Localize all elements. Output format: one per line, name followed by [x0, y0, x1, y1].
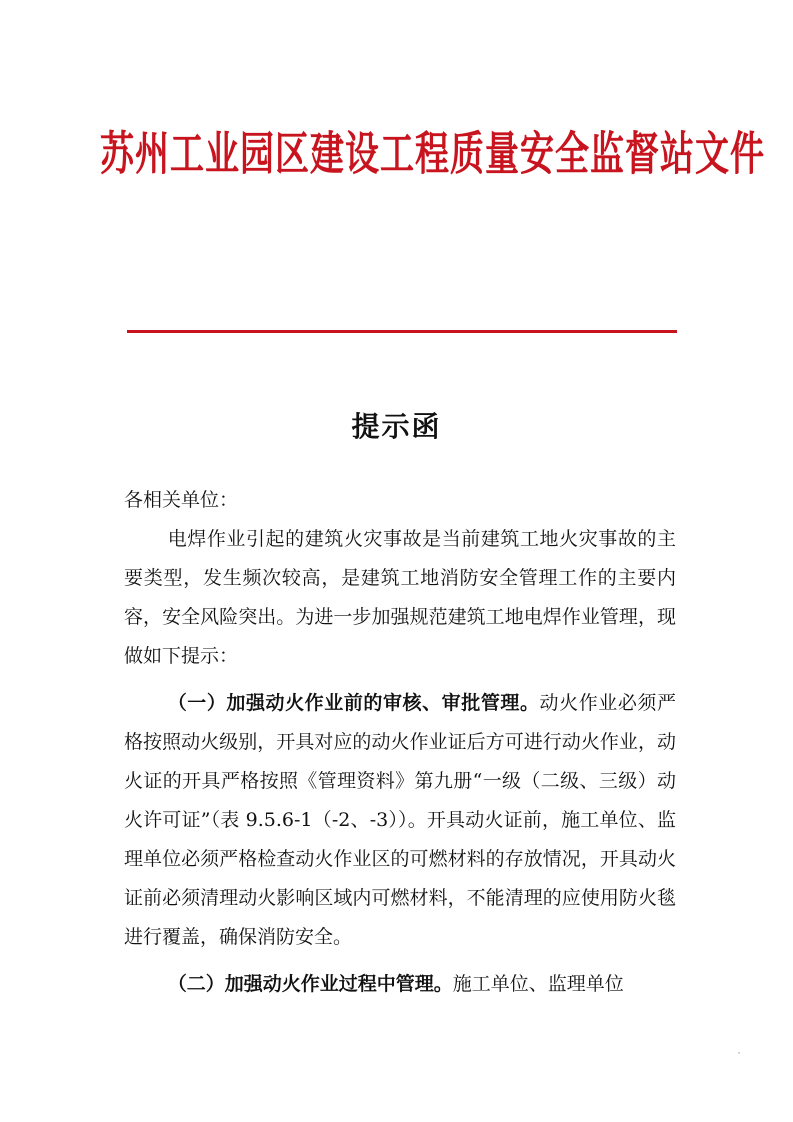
- document-title: 提示函: [351, 410, 442, 443]
- item-1-heading: （一）加强动火作业前的审核、审批管理。: [167, 692, 540, 714]
- item-1-paragraph: [124, 684, 676, 957]
- item-2-text: 施工单位、监理单位: [452, 973, 624, 995]
- header-red-rule: [127, 330, 677, 333]
- item-2-paragraph: [124, 965, 676, 1004]
- document-body: [124, 481, 676, 1004]
- salutation: 各相关单位：: [124, 489, 239, 511]
- scan-speck: [738, 1052, 740, 1054]
- intro-paragraph: 电焊作业引起的建筑火灾事故是当前建筑工地火灾事故的主要类型，发生频次较高，是建筑工地消防安全管理工作的主要内容，安全风险突出。为进一步加强规范建筑工地电焊作业管理，现做如下提示：: [124, 528, 676, 667]
- document-header-org-name: 苏州工业园区建设工程质量安全监督站文件: [100, 127, 765, 182]
- item-2-heading: （二）加强动火作业过程中管理。: [167, 973, 453, 995]
- item-1-text: 动火作业必须严格按照动火级别，开具对应的动火作业证后方可进行动火作业，动火证的开具严格按照《管理资料》第九册“一级（二级、三级）动火许可证”（表 9.5.6-1（-2、-3））。开具动火证前，施工单位、监理单位必须严格检查动火作业区的可燃材料的存放情况，开具动火证前必须清理动火影响区域内可燃材料，不能清理的应使用防火毯进行覆盖，确保消防安全。: [124, 692, 676, 948]
